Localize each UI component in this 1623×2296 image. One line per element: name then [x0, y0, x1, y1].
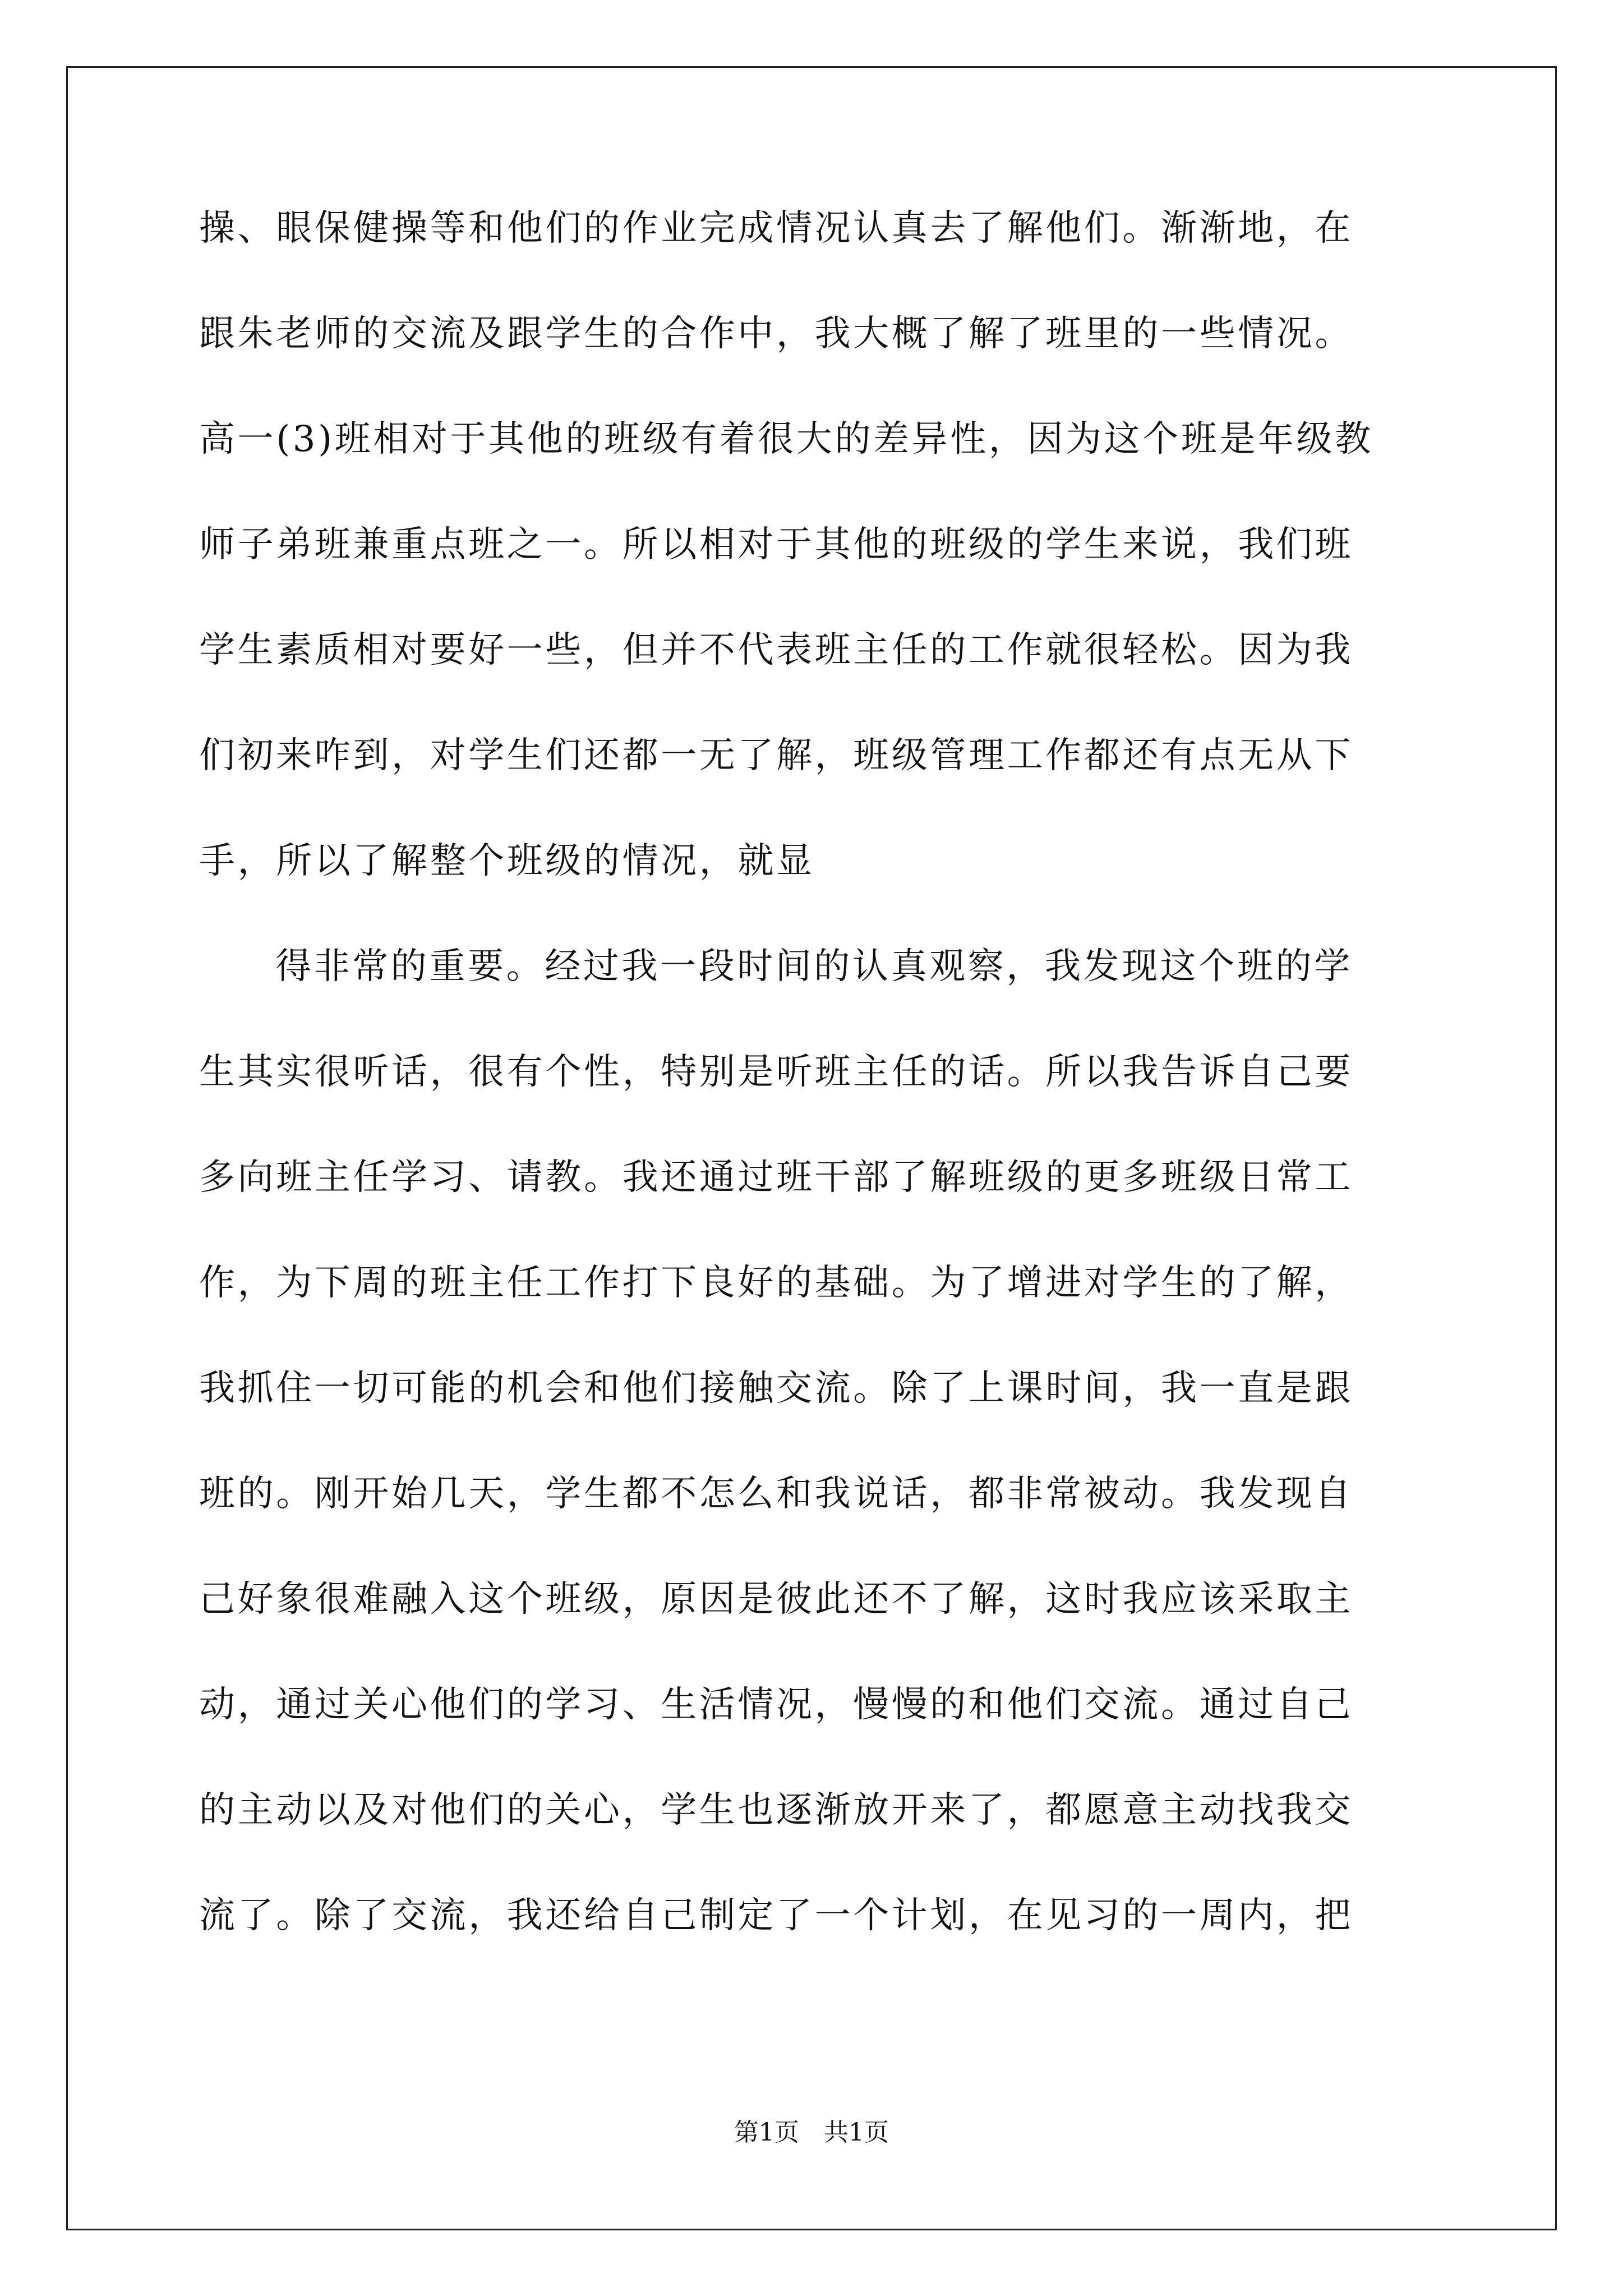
text-line: 多向班主任学习、请教。我还通过班干部了解班级的更多班级日常工 — [199, 1157, 1353, 1198]
page-number-footer: 第1页 共1页 — [734, 2118, 889, 2147]
text-line: 高一(3)班相对于其他的班级有着很大的差异性，因为这个班是年级教 — [199, 418, 1373, 460]
text-line: 作，为下周的班主任工作打下良好的基础。为了增进对学生的了解， — [199, 1262, 1353, 1304]
document-body — [199, 210, 1422, 2003]
text-line: 动，通过关心他们的学习、生活情况，慢慢的和他们交流。通过自己 — [199, 1684, 1353, 1726]
text-line: 手，所以了解整个班级的情况，就显 — [199, 840, 815, 882]
text-line: 己好象很难融入这个班级，原因是彼此还不了解，这时我应该采取主 — [199, 1579, 1353, 1620]
text-line: 师子弟班兼重点班之一。所以相对于其他的班级的学生来说，我们班 — [199, 524, 1353, 565]
text-line: 们初来咋到，对学生们还都一无了解，班级管理工作都还有点无从下 — [199, 735, 1353, 776]
text-line-indented: 得非常的重要。经过我一段时间的认真观察，我发现这个班的学 — [275, 946, 1353, 987]
text-line: 流了。除了交流，我还给自己制定了一个计划，在见习的一周内，把 — [199, 1895, 1353, 1936]
text-line: 的主动以及对他们的关心，学生也逐渐放开来了，都愿意主动找我交 — [199, 1789, 1353, 1831]
text-line: 跟朱老师的交流及跟学生的合作中，我大概了解了班里的一些情况。 — [199, 313, 1353, 355]
text-line: 生其实很听话，很有个性，特别是听班主任的话。所以我告诉自己要 — [199, 1051, 1353, 1093]
text-line: 班的。刚开始几天，学生都不怎么和我说话，都非常被动。我发现自 — [199, 1473, 1353, 1515]
text-line: 我抓住一切可能的机会和他们接触交流。除了上课时间，我一直是跟 — [199, 1368, 1353, 1409]
text-line: 操、眼保健操等和他们的作业完成情况认真去了解他们。渐渐地，在 — [199, 208, 1353, 249]
text-line: 学生素质相对要好一些，但并不代表班主任的工作就很轻松。因为我 — [199, 629, 1353, 671]
